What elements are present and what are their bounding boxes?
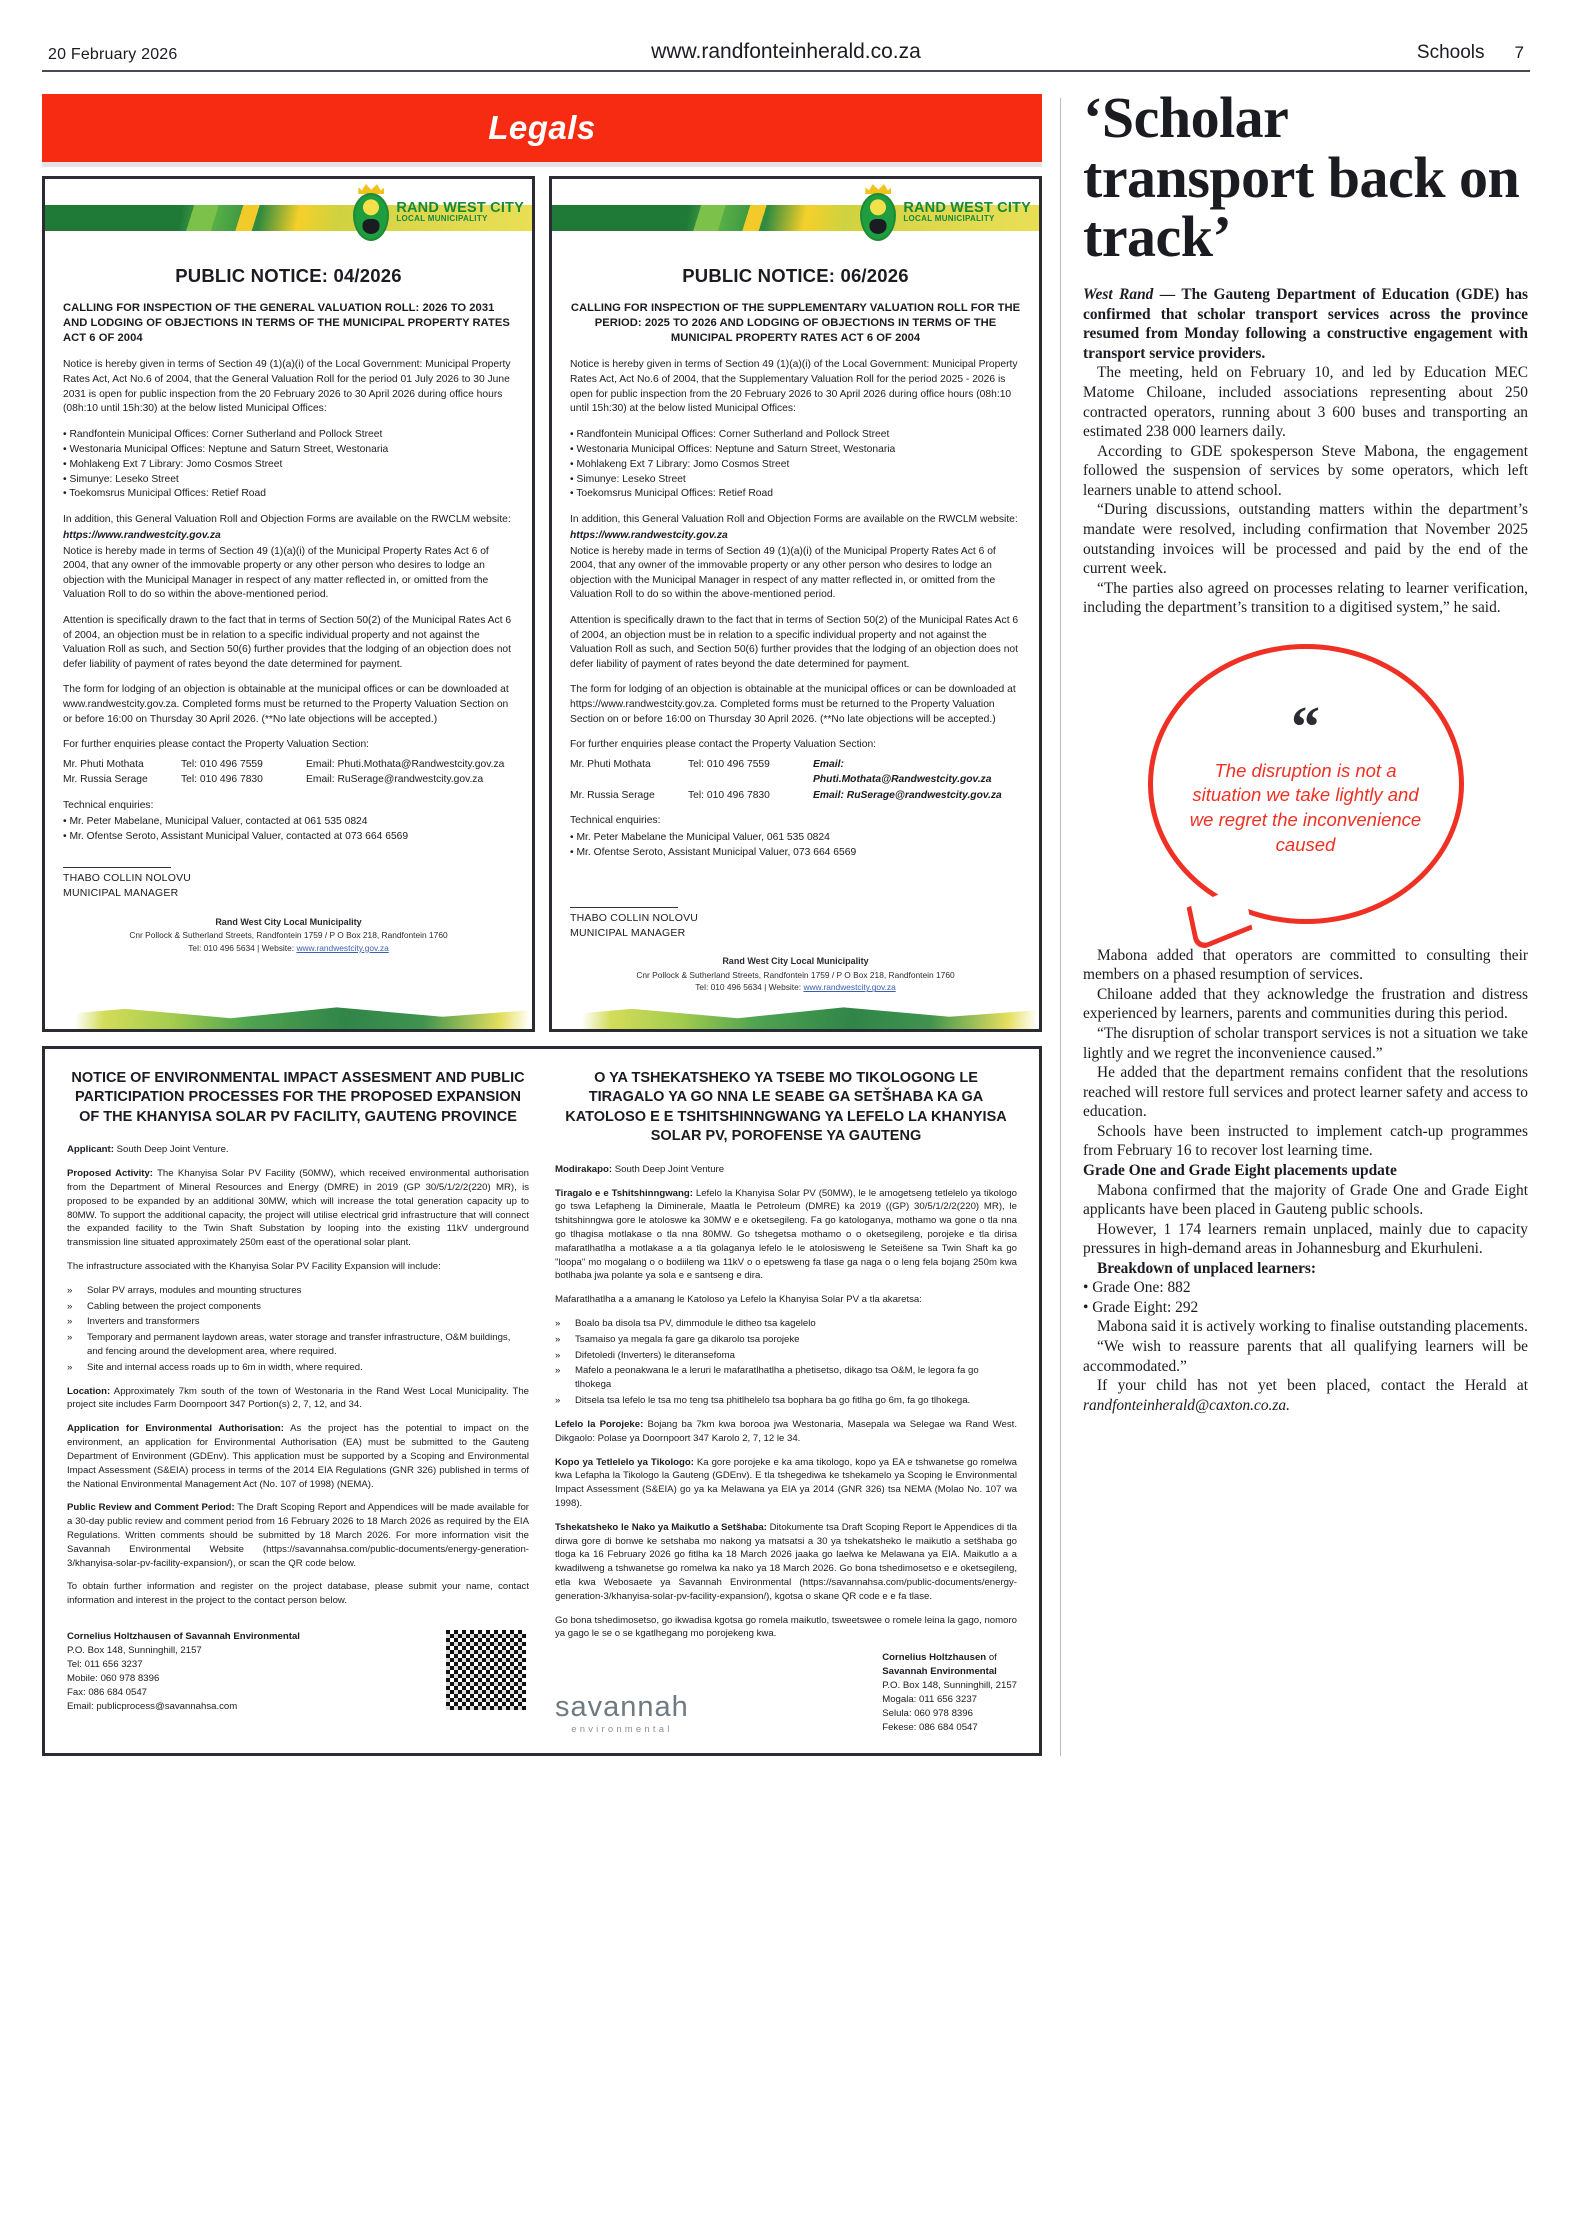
- contact-email[interactable]: Email: RuSerage@randwestcity.gov.za: [306, 774, 484, 786]
- eia-review-period: [67, 1501, 529, 1570]
- article-paragraph: Mabona added that operators are committed to consulting their members on a phased resumption of services.: [1083, 946, 1528, 984]
- eia-contact-block-tn: [882, 1651, 1017, 1734]
- article-paragraph: “We wish to reassure parents that all qualifying learners will be accommodated.”: [1083, 1338, 1528, 1375]
- bullet-marker: »: [67, 1284, 73, 1296]
- list-item-text: Site and internal access roads up to 6m in width, where required.: [87, 1361, 363, 1373]
- technical-heading: Technical enquiries:: [63, 799, 154, 811]
- article-paragraph: Mabona said it is actively working to finalise outstanding placements.: [1097, 1318, 1528, 1336]
- eia-application-value: As the project has the potential to impact on the environment, an application for Environmental Authorisation (EA) must be submitted to the Gauteng Department of Environment (GDEnv). This application must be supported by a Scoping and Environmental Impact Assessment (S&EIA) process in terms of the 2014 EIA Regulations (GNR 326) published in terms of the National Environmental Management Act (No. 107 of 1998) (NEMA).: [67, 1423, 529, 1490]
- article-column: [1083, 85, 1529, 1756]
- notice-website-intro: In addition, this General Valuation Roll and Objection Forms are available on the RWCLM website:: [63, 514, 511, 526]
- list-item-text: Temporary and permanent laydown areas, water storage and transfer infrastructure, O&M buildings, and fencing around the development area, where required.: [87, 1332, 511, 1358]
- list-item-text: Boalo ba disola tsa PV, dimmodule le ditheo tsa kagelelo: [575, 1318, 816, 1329]
- eia-review-label: Public Review and Comment Period:: [67, 1502, 235, 1514]
- savannah-environmental-logo: [555, 1687, 689, 1735]
- list-item: • Westonaria Municipal Offices: Neptune and Saturn Street, Westonaria: [63, 443, 514, 458]
- legals-zone: [42, 94, 1042, 1756]
- contact-name: Mr. Russia Serage: [63, 774, 148, 786]
- eia-contact-of: of: [988, 1652, 997, 1664]
- contact-line: P.O. Box 148, Sunninghill, 2157: [882, 1680, 1017, 1692]
- contact-name: Mr. Russia Serage: [570, 789, 655, 801]
- list-item: • Randfontein Municipal Offices: Corner Sutherland and Pollock Street: [63, 428, 514, 443]
- eia-heading-en: NOTICE OF ENVIRONMENTAL IMPACT ASSESMENT AND PUBLIC PARTICIPATION PROCESSES FOR THE PROPOSED EXPANSION OF THE KHANYISA SOLAR PV FACILITY, GAUTENG PROVINCE: [71, 1070, 525, 1125]
- article-paragraph: According to GDE spokesperson Steve Mabona, the engagement followed the suspension of services by some operators, which left learners unable to attend school.: [1083, 442, 1528, 499]
- signature-line: [570, 907, 678, 908]
- eia-location-label: Location:: [67, 1385, 111, 1397]
- website-url: www.randfonteinherald.co.za: [651, 40, 921, 63]
- article-closing: [1083, 1376, 1528, 1415]
- footer-website-link[interactable]: www.randwestcity.gov.za: [296, 942, 389, 953]
- eia-contact-block-en: [67, 1630, 300, 1713]
- eia-contact-name: Cornelius Holtzhausen: [882, 1652, 987, 1664]
- list-item: [67, 1300, 529, 1314]
- footer-municipality: Rand West City Local Municipality: [215, 916, 362, 927]
- article-subheading: Breakdown of unplaced learners:: [1097, 1259, 1317, 1277]
- signature-line: [63, 867, 171, 868]
- list-item-text: Solar PV arrays, modules and mounting structures: [87, 1284, 302, 1296]
- eia-register-note: To obtain further information and register on the project database, please submit your name, contact information and interest in the project to the contact person below.: [67, 1581, 529, 1607]
- notice-subtitle: CALLING FOR INSPECTION OF THE SUPPLEMENTARY VALUATION ROLL FOR THE PERIOD: 2025 TO 2026 AND LODGING OF OBJECTIONS IN TERMS OF THE MUNICIPAL PROPERTY RATES ACT 6 OF 2004: [570, 302, 1021, 344]
- contact-tel: Tel: 010 496 7830: [688, 789, 770, 801]
- eia-applicant: [67, 1143, 529, 1157]
- contact-tel: Tel: 010 496 7559: [181, 758, 263, 770]
- notice-title: PUBLIC NOTICE: 06/2026: [682, 265, 909, 286]
- list-item: • Mohlakeng Ext 7 Library: Jomo Cosmos Street: [570, 458, 1021, 473]
- eia-kopo: [555, 1456, 1017, 1511]
- technical-heading: Technical enquiries:: [570, 815, 661, 827]
- article-paragraph: However, 1 174 learners remain unplaced, mainly due to capacity pressures in high-demand areas in Johannesburg and Ekurhuleni.: [1083, 1220, 1528, 1258]
- signature-block: [570, 907, 1021, 941]
- article-subheading: Grade One and Grade Eight placements update: [1083, 1161, 1397, 1179]
- eia-tshekatsheko-value: Ditokumente tsa Draft Scoping Report le Appendices di tla dirwa gore di bonwe ke setshaba mo nakong ya matsatsi a 30 ya tshekatsheko le maikutlo a setšhaba go tloga ka 16 February 2026 go fitlha ka 18 March 2026 jaaka go laelwa ke Melawana ya EIA. Maikutlo a a kwadilweng a tshwanetse go romelwa ka nako ya 18 March 2026. Go bona tshedimosetso e e oketsegileng, etla kwa Webosaete ya Savannah Environmental (https://savannahsa.com/public-documents/energy-generation-3/khanyisa-solar-pv-facility-expansion/), kgotsa o skane QR code e e fa tlase.: [555, 1521, 1017, 1602]
- list-item: [555, 1317, 1017, 1331]
- list-item: • Mr. Ofentse Seroto, Assistant Municipal Valuer, contacted at 073 664 6569: [63, 830, 514, 845]
- eia-tshekatsheko-label: Tshekatsheko le Nako ya Maikutlo a Setšhaba:: [555, 1521, 767, 1533]
- notice-paragraph-4: The form for lodging of an objection is obtainable at the municipal offices or can be downloaded at www.randwestcity.gov.za. Completed forms must be returned to the Property Valuation Section on or before 16:00 on Thursday 30 April 2026. (**No late objections will be accepted.): [63, 684, 509, 725]
- enquiries-heading: For further enquiries please contact the Property Valuation Section:: [570, 739, 877, 751]
- signatory-title: MUNICIPAL MANAGER: [570, 926, 686, 939]
- signatory-name: THABO COLLIN NOLOVU: [570, 911, 699, 924]
- breakdown-item: • Grade One: 882: [1083, 1279, 1191, 1297]
- article-lead-paragraph: [1083, 285, 1528, 363]
- list-item: • Toekomsrus Municipal Offices: Retief Road: [63, 487, 514, 502]
- eia-heading-tn: O YA TSHEKATSHEKO YA TSEBE MO TIKOLOGONG LE TIRAGALO YA GO NNA LE SEABE GA SETŠHABA KA GA KATOLOSO E E TSHITSHINNGWANG YA LEFELO LA KHANYISA SOLAR PV, POROFENSE YA GAUTENG: [565, 1070, 1007, 1145]
- footer-address: Cnr Pollock & Sutherland Streets, Randfontein 1759 / P O Box 218, Randfontein 1760: [636, 969, 955, 980]
- eia-location-value: Approximately 7km south of the town of Westonaria in the Rand West Local Municipality. The project site includes Farm Doornpoort 347 Portion(s) 2, 7, 12, and 34.: [67, 1385, 529, 1411]
- bullet-marker: »: [67, 1316, 73, 1328]
- contact-row: [63, 757, 514, 772]
- closing-text: If your child has not yet been placed, contact the Herald at: [1097, 1377, 1528, 1395]
- rand-west-city-logo: [351, 183, 524, 241]
- list-item: [555, 1364, 1017, 1392]
- eia-lefelo: [555, 1418, 1017, 1446]
- eia-english-column: [67, 1069, 529, 1735]
- list-item: • Simunye: Leseko Street: [570, 473, 1021, 488]
- contact-line[interactable]: Email: publicprocess@savannahsa.com: [67, 1700, 238, 1712]
- notice-paragraph-4: The form for lodging of an objection is obtainable at the municipal offices or can be downloaded at https://www.randwestcity.gov.za. Completed forms must be returned to the Property Valuation Section on or before 16:00 on Thursday 30 April 2026. (**No late objections will be accepted.): [570, 684, 1016, 725]
- eia-lefelo-label: Lefelo la Porojeke:: [555, 1418, 644, 1430]
- eia-go-bona: Go bona tshedimosetso, go ikwadisa kgotsa go romela maikutlo, tsweetswee o romele leina la gago, nomoro ya gago le se o se kgatlhegang mo porojekeng kwa.: [555, 1614, 1017, 1640]
- pull-quote-text: The disruption is not a situation we take lightly and we regret the inconvenience caused: [1189, 759, 1422, 855]
- article-paragraph: The meeting, held on February 10, and led by Education MEC Matome Chiloane, included associations representing about 250 contracted operators, running about 3 600 buses and transporting an estimated 238 000 learners daily.: [1083, 364, 1528, 441]
- notice-website-url[interactable]: https://www.randwestcity.gov.za: [63, 530, 221, 541]
- contact-line: Mobile: 060 978 8396: [67, 1672, 160, 1684]
- footer-wave-graphic: [48, 993, 529, 1029]
- logo-line-1: RAND WEST CITY: [396, 199, 524, 216]
- list-item: [67, 1315, 529, 1329]
- list-item: [67, 1331, 529, 1359]
- bullet-marker: »: [555, 1395, 561, 1407]
- bullet-marker: »: [555, 1349, 561, 1361]
- bullet-marker: »: [555, 1365, 561, 1377]
- contact-email[interactable]: Email: Phuti.Mothata@Randwestcity.gov.za: [306, 758, 505, 770]
- list-item: [555, 1333, 1017, 1347]
- eia-kopo-value: Ka gore porojeke e ka ama tikologo, kopo ya EA e tshwanetse go romelwa kwa Lefapha la Tikologo la Gauteng (GDEnv). E tla tshegediwa ke tshekamelo ya Scoping le Environmental Impact Assessment (S&EIA) go ya ka Melawana ya EIA ya 2014 (GNR 326) tsa NEMA (Molao No. 107 wa 1998).: [555, 1456, 1017, 1509]
- list-item: [555, 1349, 1017, 1363]
- eia-lefelo-value: Bojang ba 7km kwa borooa jwa Westonaria, Masepala wa Selegae wa Rand West. Dikgaolo: Polase ya Doornpoort 347 Karolo 2, 7, 12 le 34.: [555, 1418, 1017, 1444]
- contact-email[interactable]: Email: RuSerage@randwestcity.gov.za: [813, 789, 1002, 801]
- notice-paragraph-3: Attention is specifically drawn to the fact that in terms of Section 50(2) of the Municipal Rates Act 6 of 2004, an objection must be in relation to a specific individual property and not against the Valuation Roll as such, and Section 50(6) further provides that the lodging of an objection does not defer liability of payment of rates beyond the date determined for payment.: [63, 615, 512, 670]
- article-paragraph: Schools have been instructed to implement catch-up programmes from February 16 to recover lost learning time.: [1083, 1122, 1528, 1160]
- eia-review-value: The Draft Scoping Report and Appendices will be made available for a 30-day public review and comment period from 16 February 2026 to 18 March 2026 as required by the EIA Regulations. Written comments should be submitted by 18 March 2026. For more information visit the Savannah Environmental Website (https://savannahsa.com/public-documents/energy-generation-3/khanyisa-solar-pv-facility-expansion/), or scan the QR code below.: [67, 1502, 529, 1569]
- signatory-name: THABO COLLIN NOLOVU: [63, 872, 192, 885]
- logo-line-1: RAND WEST CITY: [903, 199, 1031, 216]
- office-list: [570, 428, 1021, 503]
- contact-name: Mr. Phuti Mothata: [570, 758, 651, 770]
- list-item: [67, 1361, 529, 1375]
- lead-text: The Gauteng Department of Education (GDE) has confirmed that scholar transport services across the province resumed from Monday following a constructive engagement with transport service providers.: [1083, 286, 1529, 362]
- contact-tel: Tel: 010 496 7830: [181, 774, 263, 786]
- logo-wordmark: savannah: [555, 1690, 689, 1723]
- list-item: • Toekomsrus Municipal Offices: Retief Road: [570, 487, 1021, 502]
- public-notice-06: [549, 176, 1042, 1032]
- eia-tiragalo-label: Tiragalo e e Tshitshinngwang:: [555, 1187, 693, 1199]
- eia-application: [67, 1422, 529, 1491]
- dateline-dash: —: [1153, 286, 1182, 304]
- page-number: 7: [1514, 43, 1524, 62]
- logo-tagline: environmental: [571, 1723, 673, 1735]
- notice-paragraph-1: Notice is hereby given in terms of Section 49 (1)(a)(i) of the Local Government: Municipal Property Rates Act, Act No.6 of 2004, that the Supplementary Valuation Roll for the period 2025 - 2026 is open for public inspection from the 20 February 2026 to 30 April 2026 during office hours (08h:10 until 15h:30) at the below listed Municipal Offices:: [570, 359, 1018, 415]
- notice-paragraph-2: Notice is hereby made in terms of Section 49 (1)(a)(i) of the Municipal Property Rates Act 6 of 2004, that any owner of the immovable property or any other person who desires to lodge an objection with the Municipal Manager in respect of any matter reflected in, or omitted from the Valuation Roll to do so within the above-mentioned period.: [63, 545, 489, 601]
- eia-modirakapo-value: South Deep Joint Venture: [614, 1163, 725, 1175]
- technical-list: [570, 831, 1021, 861]
- list-item-text: Mafelo a peonakwana le a leruri le mafaratlhatlha a phetisetso, dikago tsa O&M, le legora fa go tlhokega: [575, 1365, 979, 1391]
- list-item: • Mr. Peter Mabelane, Municipal Valuer, contacted at 061 535 0824: [63, 815, 514, 830]
- article-headline: ‘Scholar transport back on track’: [1083, 85, 1520, 270]
- eia-activity-value: The Khanyisa Solar PV Facility (50MW), which received environmental authorisation from the Department of Mineral Resources and Energy (DMRE) in 2019 (GP 30/5/1/2/2(220) MR), is proposed to be expanded by an additional 30MW, which will increase the total generation capacity up to 80MW. To support the additional capacity, the project will utilise electrical grid infrastructure that will connect the expanded facility to the Twin Shaft Substation by looping into the existing 11kV underground transmission line situated approximately 250m east of the operational solar plant.: [67, 1168, 530, 1249]
- rwc-letterhead: [552, 179, 1039, 253]
- footer-address: Cnr Pollock & Sutherland Streets, Randfontein 1759 / P O Box 218, Randfontein 1760: [129, 930, 448, 941]
- article-paragraph: “The disruption of scholar transport services is not a situation we take lightly and we regret the inconvenience caused.”: [1083, 1025, 1528, 1062]
- contact-row: [570, 788, 1021, 803]
- eia-tshekatsheko: [555, 1521, 1017, 1604]
- eia-mafaratlhatlha-list: [555, 1317, 1017, 1408]
- contact-line: P.O. Box 148, Sunninghill, 2157: [67, 1644, 202, 1656]
- eia-tiragalo: [555, 1187, 1017, 1284]
- notice-footer: [570, 955, 1021, 994]
- municipal-crest-icon: [351, 183, 391, 241]
- contact-email[interactable]: Email: Phuti.Mothata@Randwestcity.gov.za: [813, 758, 992, 786]
- bullet-marker: »: [555, 1318, 561, 1329]
- article-paragraph: “The parties also agreed on processes relating to learner verification, including the department’s transition to a digitised system,” he said.: [1083, 579, 1528, 617]
- list-item: • Mr. Ofentse Seroto, Assistant Municipal Valuer, 073 664 6569: [570, 846, 1021, 861]
- eia-kopo-label: Kopo ya Tetlelelo ya Tikologo:: [555, 1456, 694, 1468]
- notice-paragraph-3: Attention is specifically drawn to the fact that in terms of Section 50(2) of the Municipal Rates Act 6 of 2004, an objection must be in relation to a specific individual property and not against the Valuation Roll as such, and Section 50(6) further provides that the lodging of an objection does not defer liability of payment of rates beyond the date determined for payment.: [570, 615, 1019, 670]
- pull-quote-bubble: [1148, 644, 1464, 924]
- issue-date: 20 February 2026: [48, 46, 178, 63]
- public-notice-04: [42, 176, 535, 1032]
- signature-block: [63, 867, 514, 901]
- article-paragraph: Mabona confirmed that the majority of Grade One and Grade Eight applicants have been placed in Gauteng public schools.: [1083, 1181, 1528, 1219]
- eia-contact-org: Savannah Environmental: [882, 1666, 997, 1678]
- list-item-text: Cabling between the project components: [87, 1300, 261, 1312]
- contact-tel: Tel: 010 496 7559: [688, 758, 770, 770]
- article-dateline: West Rand: [1083, 286, 1154, 304]
- eia-applicant-value: South Deep Joint Venture.: [116, 1144, 229, 1156]
- eia-location: [67, 1385, 529, 1413]
- eia-modirakapo: [555, 1163, 1017, 1177]
- eia-contact-name: Cornelius Holtzhausen of Savannah Environmental: [67, 1631, 300, 1643]
- list-item: • Mohlakeng Ext 7 Library: Jomo Cosmos Street: [63, 458, 514, 473]
- closing-email[interactable]: randfonteinherald@caxton.co.za.: [1083, 1396, 1290, 1414]
- eia-activity-label: Proposed Activity:: [67, 1168, 153, 1180]
- list-item: • Westonaria Municipal Offices: Neptune and Saturn Street, Westonaria: [570, 443, 1021, 458]
- contact-line: Fax: 086 684 0547: [67, 1686, 148, 1698]
- contact-row: [570, 757, 1021, 788]
- logo-line-2: LOCAL MUNICIPALITY: [903, 214, 995, 224]
- eia-infrastructure-list: [67, 1284, 529, 1375]
- footer-wave-graphic: [555, 993, 1036, 1029]
- qr-code[interactable]: [443, 1627, 529, 1713]
- rand-west-city-logo: [858, 183, 1031, 241]
- bullet-marker: »: [555, 1333, 561, 1345]
- article-paragraph: “During discussions, outstanding matters within the department’s mandate were resolved, including confirmation that November 2025 outstanding invoices will be processed and paid by the end of the current week.: [1083, 501, 1528, 578]
- list-item-text: Tsamaiso ya megala fa gare ga dikarolo tsa porojeke: [575, 1333, 800, 1345]
- office-list: [63, 428, 514, 503]
- contact-line: Selula: 060 978 8396: [882, 1707, 973, 1719]
- notice-title: PUBLIC NOTICE: 04/2026: [175, 265, 402, 286]
- notice-paragraph-1: Notice is hereby given in terms of Section 49 (1)(a)(i) of the Local Government: Municipal Property Rates Act, Act No.6 of 2004, that the General Valuation Roll for the period 01 July 2026 to 30 June 2031 is open for public inspection from the 20 February 2026 to 30 April 2026 during office hours (08h:10 until 15h:30) at the below listed Municipal Offices:: [63, 359, 511, 415]
- logo-line-2: LOCAL MUNICIPALITY: [396, 214, 488, 224]
- footer-contact: Tel: 010 496 5634 | Website:: [695, 982, 802, 993]
- eia-applicant-label: Applicant:: [67, 1144, 114, 1156]
- eia-mafaratlhatlha-intro: Mafaratlhatlha a a amanang le Katoloso ya Lefelo la Khanyisa Solar PV a tla akaretsa:: [555, 1294, 922, 1306]
- eia-activity: [67, 1167, 529, 1250]
- signatory-title: MUNICIPAL MANAGER: [63, 887, 179, 900]
- masthead: [42, 0, 1530, 72]
- enquiries-heading: For further enquiries please contact the Property Valuation Section:: [63, 739, 370, 751]
- bullet-marker: »: [67, 1361, 73, 1373]
- bullet-marker: »: [67, 1300, 73, 1312]
- bullet-marker: »: [67, 1332, 73, 1344]
- eia-public-notice: [42, 1046, 1042, 1756]
- list-item: • Mr. Peter Mabelane the Municipal Valuer, 061 535 0824: [570, 831, 1021, 846]
- eia-setswana-column: [555, 1069, 1017, 1735]
- list-item-text: Ditsela tsa lefelo le tsa mo teng tsa phitlhelelo tsa bophara ba go fitlha go 6m, fa go tlhokega.: [575, 1395, 971, 1407]
- list-item: [67, 1284, 529, 1298]
- contact-name: Mr. Phuti Mothata: [63, 758, 144, 770]
- notice-website-intro: In addition, this General Valuation Roll and Objection Forms are available on the RWCLM website:: [570, 514, 1018, 526]
- contact-line: Fekese: 086 684 0547: [882, 1721, 978, 1733]
- contact-line: Tel: 011 656 3237: [67, 1658, 143, 1670]
- eia-modirakapo-label: Modirakapo:: [555, 1163, 613, 1175]
- footer-contact: Tel: 010 496 5634 | Website:: [188, 942, 295, 953]
- rwc-letterhead: [45, 179, 532, 253]
- list-item-text: Inverters and transformers: [87, 1316, 200, 1328]
- section-name: Schools: [1416, 42, 1485, 63]
- notice-paragraph-2: Notice is hereby made in terms of Section 49 (1)(a)(i) of the Municipal Property Rates Act 6 of 2004, that any owner of the immovable property or any other person who desires to lodge an objection with the Municipal Manager in respect of any matter reflected in, or omitted from the Valuation Roll to do so within the above-mentioned period.: [570, 545, 996, 601]
- notice-subtitle: CALLING FOR INSPECTION OF THE GENERAL VALUATION ROLL: 2026 TO 2031 AND LODGING OF OBJECTIONS IN TERMS OF THE MUNICIPAL PROPERTY RATES ACT 6 OF 2004: [63, 302, 510, 344]
- quote-mark-icon: “: [1291, 693, 1320, 759]
- footer-website-link[interactable]: www.randwestcity.gov.za: [803, 982, 896, 993]
- list-item: [555, 1394, 1017, 1408]
- eia-tiragalo-value: Lefelo la Khanyisa Solar PV (50MW), le le amogetseng tetlelelo ya tikologo go tswa Lefapheng la Diminerale, Maatla le Petroleum (DMRE) ka 2019 ((GP) 30/5/1/2/2(220) MR), le tshitshinngwa gore le atoloswe ka 30MW e e oketsegileng. Fa go katologanya, mothamo wa gone o tla nna go tlhagisa motlakase o tla nna 80MW. Go tshegetsa mothamo o o oketsegileng, porojeke e tla dirisa mafaratlhatlha a motlakase a a tla golaganya lefelo le le atolosisweng le Seteišene sa Twin Shaft ka go "loopa" mo mogalang o o bodiileng wa 11kV o o epetsweng fa tlase ga naga o o leng fela bojang 250m kwa botlhaba jwa polante ya sola e e santseng e dira.: [555, 1187, 1017, 1282]
- legals-banner-label: Legals: [488, 109, 596, 146]
- article-paragraph: Chiloane added that they acknowledge the frustration and distress experienced by learners, parents and communities during this period.: [1083, 985, 1528, 1023]
- list-item-text: Difetoledi (Inverters) le diteransefoma: [575, 1349, 735, 1361]
- municipal-crest-icon: [858, 183, 898, 241]
- breakdown-item: • Grade Eight: 292: [1083, 1298, 1199, 1316]
- legals-banner: [42, 94, 1042, 162]
- contact-row: [63, 772, 514, 787]
- eia-application-label: Application for Environmental Authorisation:: [67, 1423, 284, 1435]
- technical-list: [63, 815, 514, 845]
- article-paragraph: He added that the department remains confident that the resolutions reached will restore full services and protect learner safety and access to education.: [1083, 1064, 1528, 1121]
- contact-line: Mogala: 011 656 3237: [882, 1693, 977, 1705]
- footer-municipality: Rand West City Local Municipality: [722, 956, 869, 967]
- list-item: • Randfontein Municipal Offices: Corner Sutherland and Pollock Street: [570, 428, 1021, 443]
- notice-footer: [63, 916, 514, 955]
- list-item: • Simunye: Leseko Street: [63, 473, 514, 488]
- column-divider: [1060, 98, 1061, 1756]
- notice-website-url[interactable]: https://www.randwestcity.gov.za: [570, 530, 728, 541]
- eia-infrastructure-intro: The infrastructure associated with the Khanyisa Solar PV Facility Expansion will include:: [67, 1260, 441, 1272]
